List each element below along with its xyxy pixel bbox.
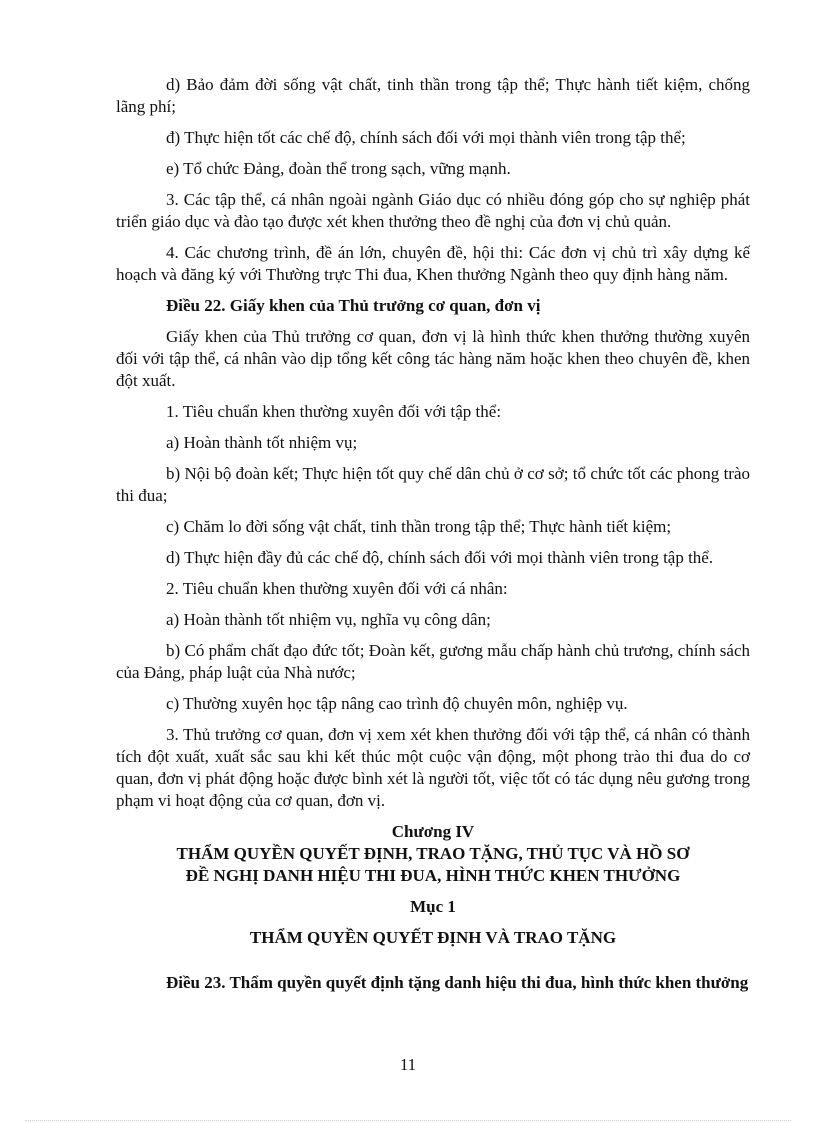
page-bottom-divider xyxy=(25,1120,791,1121)
section-label: Mục 1 xyxy=(410,897,456,916)
article-22-item: 2. Tiêu chuẩn khen thường xuyên đối với cá nhân: xyxy=(166,579,508,598)
document-page xyxy=(116,74,750,1003)
paragraph-3: 3. Các tập thể, cá nhân ngoài ngành Giáo dục có nhiều đóng góp cho sự nghiệp phát triển giáo dục và đào tạo được xét khen thưởng theo đề nghị của đơn vị chủ quản. xyxy=(116,190,750,231)
article-23-heading: Điều 23. Thẩm quyền quyết định tặng danh hiệu thi đua, hình thức khen thưởng xyxy=(166,973,749,992)
chapter-title-line-2: ĐỀ NGHỊ DANH HIỆU THI ĐUA, HÌNH THỨC KHEN THƯỞNG xyxy=(185,866,681,885)
article-22-heading: Điều 22. Giấy khen của Thủ trưởng cơ quan, đơn vị xyxy=(166,296,541,315)
article-22-item: c) Chăm lo đời sống vật chất, tinh thần trong tập thể; Thực hành tiết kiệm; xyxy=(166,517,672,536)
article-22-item: c) Thường xuyên học tập nâng cao trình độ chuyên môn, nghiệp vụ. xyxy=(166,694,628,713)
page-number: 11 xyxy=(399,1055,417,1074)
article-22-intro: Giấy khen của Thủ trưởng cơ quan, đơn vị là hình thức khen thưởng thường xuyên đối với tập thể, cá nhân vào dịp tổng kết công tác hàng năm hoặc khen theo chuyên đề, khen đột xuất. xyxy=(116,327,750,390)
chapter-label: Chương IV xyxy=(391,822,475,841)
paragraph-e: e) Tổ chức Đảng, đoàn thể trong sạch, vững mạnh. xyxy=(166,159,511,178)
paragraph-4: 4. Các chương trình, đề án lớn, chuyên đề, hội thi: Các đơn vị chủ trì xây dựng kế hoạch và đăng ký với Thường trực Thi đua, Khen thưởng Ngành theo quy định hàng năm. xyxy=(116,243,750,284)
article-22-item: d) Thực hiện đầy đủ các chế độ, chính sách đối với mọi thành viên trong tập thể. xyxy=(166,548,714,567)
article-22-item: a) Hoàn thành tốt nhiệm vụ, nghĩa vụ công dân; xyxy=(166,610,491,629)
paragraph-dd: đ) Thực hiện tốt các chế độ, chính sách đối với mọi thành viên trong tập thể; xyxy=(166,128,686,147)
article-22-item: 3. Thủ trưởng cơ quan, đơn vị xem xét khen thưởng đối với tập thể, cá nhân có thành tích đột xuất, xuất sắc sau khi kết thúc một cuộc vận động, một phong trào thi đua do cơ quan, đơn vị phát động hoặc được bình xét là người tốt, việc tốt có tác dụng nêu gương trong phạm vi hoạt động của cơ quan, đơn vị. xyxy=(116,725,750,810)
article-22-item: 1. Tiêu chuẩn khen thường xuyên đối với tập thể: xyxy=(166,402,502,421)
article-22-item: b) Nội bộ đoàn kết; Thực hiện tốt quy chế dân chủ ở cơ sở; tổ chức tốt các phong trào thi đua; xyxy=(116,464,750,505)
article-22-item: a) Hoàn thành tốt nhiệm vụ; xyxy=(166,433,358,452)
chapter-title-line-1: THẨM QUYỀN QUYẾT ĐỊNH, TRAO TẶNG, THỦ TỤC VÀ HỒ SƠ xyxy=(176,844,690,863)
section-title: THẨM QUYỀN QUYẾT ĐỊNH VÀ TRAO TẶNG xyxy=(249,928,617,947)
article-22-item: b) Có phẩm chất đạo đức tốt; Đoàn kết, gương mẫu chấp hành chủ trương, chính sách của Đảng, pháp luật của Nhà nước; xyxy=(116,641,750,682)
paragraph-d: d) Bảo đảm đời sống vật chất, tinh thần trong tập thể; Thực hành tiết kiệm, chống lãng phí; xyxy=(116,75,750,116)
